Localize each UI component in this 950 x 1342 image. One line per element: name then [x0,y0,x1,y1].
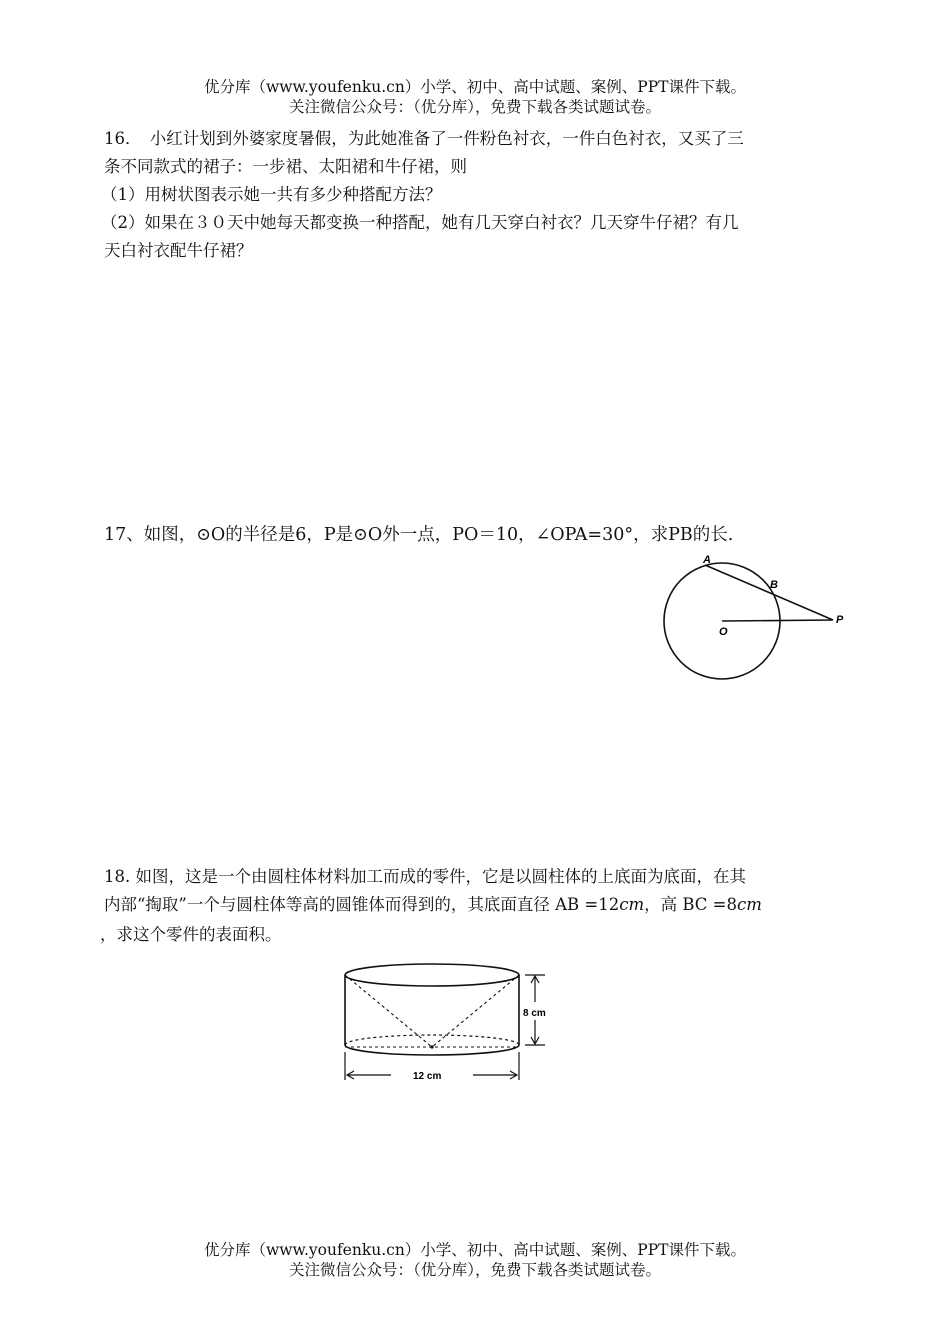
q16-line-2: 条不同款式的裙子：一步裙、太阳裙和牛仔裙，则 [104,157,467,176]
header-line-2: 关注微信公众号：（优分库），免费下载各类试题试卷。 [288,98,661,116]
top-ellipse [345,964,519,986]
q16-part-1: （1）用树状图表示她一共有多少种搭配方法？ [101,185,442,204]
q17-text: 17、如图，⊙O的半径是6，P是⊙O外一点，PO＝10，∠OPA=30°，求PB的长. [104,525,734,545]
footer-line-2: 关注微信公众号：（优分库），免费下载各类试题试卷。 [288,1261,661,1279]
cone-apex-dot [430,1045,433,1048]
height-label: 8 cm [523,1008,546,1019]
q18-line-2-prefix: 内部“掏取”一个与圆柱体等高的圆锥体而得到的，其底面直径 AB = [104,895,599,914]
label-b: B [770,579,778,591]
ab-unit: cm [619,895,645,914]
bc-unit: cm [737,895,762,914]
q18-line-2-mid: ，高 BC = [644,895,727,914]
bc-value: 8 [726,895,737,914]
secant-pa [705,565,833,620]
q18-line-2 [104,892,846,918]
label-a: A [703,554,711,566]
width-label: 12 cm [413,1071,442,1082]
segment-po [722,620,833,621]
q18-line-3: ，求这个零件的表面积。 [100,925,282,944]
q16-line-1: 16． 小红计划到外婆家度暑假，为此她准备了一件粉色衬衣，一件白色衬衣，又买了三 [104,129,744,148]
header-line-1: 优分库（www.youfenku.cn）小学、初中、高中试题、案例、PPT课件下载。 [203,78,747,96]
footer-line-1: 优分库（www.youfenku.cn）小学、初中、高中试题、案例、PPT课件下载。 [203,1241,747,1259]
label-p: P [836,614,844,626]
bottom-ellipse-back [345,1035,519,1045]
q17-circle-figure [655,552,855,687]
q18-line-1: 18. 如图，这是一个由圆柱体材料加工而成的零件，它是以圆柱体的上底面为底面，在其 [104,867,746,886]
ab-value: 12 [598,895,620,914]
q16-part-2: （2）如果在３０天中她每天都变换一种搭配，她有几天穿白衬衣？几天穿牛仔裙？有几 [101,213,739,232]
label-o: O [719,626,728,638]
q16-line-5: 天白衬衣配牛仔裙？ [104,241,253,260]
q18-cylinder-figure [335,958,565,1088]
